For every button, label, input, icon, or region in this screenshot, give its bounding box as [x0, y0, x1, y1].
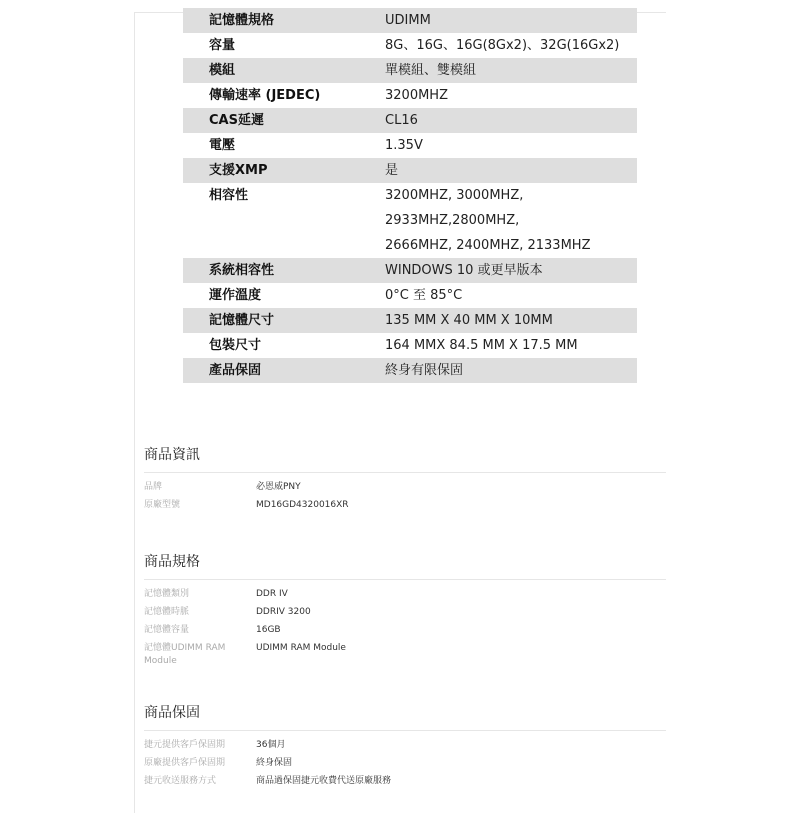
- spec-row: [183, 183, 637, 258]
- spec-label: 電壓: [209, 138, 236, 153]
- spec-row: [183, 158, 637, 183]
- info-row: [144, 499, 666, 512]
- info-label: 原廠型號: [144, 500, 181, 510]
- spec-value-line: 8G、16G、16G(8Gx2)、32G(16Gx2): [385, 38, 620, 53]
- spec-value-line: 3200MHZ, 3000MHZ, 2933MHZ,2800MHZ,: [385, 188, 524, 228]
- spec-value-line: 135 MM X 40 MM X 10MM: [385, 313, 553, 328]
- spec-value: [359, 108, 637, 133]
- spec-value-line: 2666MHZ, 2400MHZ, 2133MHZ: [385, 238, 591, 253]
- spec-label: 包裝尺寸: [209, 338, 262, 353]
- spec-label: 產品保固: [209, 363, 262, 378]
- info-value: 終身保固: [256, 758, 293, 768]
- info-row: [144, 642, 666, 668]
- spec-value: [359, 133, 637, 158]
- spec-row: [183, 8, 637, 33]
- spec-value: [359, 183, 637, 258]
- info-label: 記憶體時脈: [144, 607, 190, 617]
- section-title: 商品保固: [144, 702, 666, 731]
- spec-value-line: UDIMM: [385, 13, 431, 28]
- spec-value-line: CL16: [385, 113, 418, 128]
- spec-value: [359, 283, 637, 308]
- info-value: MD16GD4320016XR: [256, 500, 349, 510]
- info-value: 必恩威PNY: [256, 482, 301, 492]
- spec-label: CAS延遲: [209, 113, 264, 128]
- spec-value-line: WINDOWS 10 或更早版本: [385, 263, 543, 278]
- spec-value: [359, 8, 637, 33]
- spec-table: [183, 8, 637, 383]
- info-value: UDIMM RAM Module: [256, 643, 346, 653]
- spec-value-line: 1.35V: [385, 138, 423, 153]
- spec-value: [359, 33, 637, 58]
- spec-label: 傳輸速率 (JEDEC): [209, 88, 321, 103]
- info-value: 36個月: [256, 740, 286, 750]
- spec-row: [183, 33, 637, 58]
- spec-row: [183, 258, 637, 283]
- spec-value-line: 0°C 至 85°C: [385, 288, 463, 303]
- info-row: [144, 588, 666, 601]
- spec-value: [359, 58, 637, 83]
- spec-row: [183, 333, 637, 358]
- info-label: 捷元收送服務方式: [144, 776, 217, 786]
- info-rows: [144, 731, 666, 788]
- info-label: 品牌: [144, 482, 163, 492]
- spec-label: 記憶體規格: [209, 13, 275, 28]
- spec-row: [183, 58, 637, 83]
- section-title: 商品規格: [144, 551, 666, 580]
- info-value: DDR IV: [256, 589, 288, 599]
- spec-value: [359, 158, 637, 183]
- spec-value: [359, 358, 637, 383]
- info-rows: [144, 580, 666, 668]
- info-row: [144, 775, 666, 788]
- spec-value-line: 3200MHZ: [385, 88, 448, 103]
- info-row: [144, 481, 666, 494]
- product-spec-section: [144, 551, 666, 668]
- spec-label: 系統相容性: [209, 263, 275, 278]
- info-label: 捷元提供客戶保固期: [144, 740, 226, 750]
- spec-label: 容量: [209, 38, 236, 53]
- spec-label: 模組: [209, 63, 236, 78]
- info-value: DDRIV 3200: [256, 607, 311, 617]
- info-label: 記憶體UDIMM RAM Module: [144, 643, 226, 666]
- info-label: 記憶體容量: [144, 625, 190, 635]
- info-value: 商品過保固捷元收費代送原廠服務: [256, 776, 392, 786]
- spec-value-line: 164 MMX 84.5 MM X 17.5 MM: [385, 338, 578, 353]
- spec-value: [359, 333, 637, 358]
- info-row: [144, 739, 666, 752]
- product-warranty-section: [144, 702, 666, 788]
- spec-value-line: 單模組、雙模組: [385, 63, 477, 78]
- info-row: [144, 624, 666, 637]
- section-title: 商品資訊: [144, 444, 666, 473]
- spec-value-line: 是: [385, 163, 399, 178]
- info-value: 16GB: [256, 625, 281, 635]
- info-row: [144, 757, 666, 770]
- spec-row: [183, 308, 637, 333]
- info-rows: [144, 473, 666, 512]
- info-label: 記憶體類別: [144, 589, 190, 599]
- spec-value-line: 終身有限保固: [385, 363, 464, 378]
- spec-value: [359, 83, 637, 108]
- spec-row: [183, 358, 637, 383]
- spec-label: 運作溫度: [209, 288, 262, 303]
- product-info-section: [144, 444, 666, 512]
- spec-row: [183, 83, 637, 108]
- spec-label: 記憶體尺寸: [209, 313, 275, 328]
- spec-row: [183, 283, 637, 308]
- spec-row: [183, 108, 637, 133]
- info-label: 原廠提供客戶保固期: [144, 758, 226, 768]
- info-row: [144, 606, 666, 619]
- spec-label: 支援XMP: [209, 163, 268, 178]
- spec-label: 相容性: [209, 188, 249, 203]
- spec-value: [359, 258, 637, 283]
- spec-value: [359, 308, 637, 333]
- spec-row: [183, 133, 637, 158]
